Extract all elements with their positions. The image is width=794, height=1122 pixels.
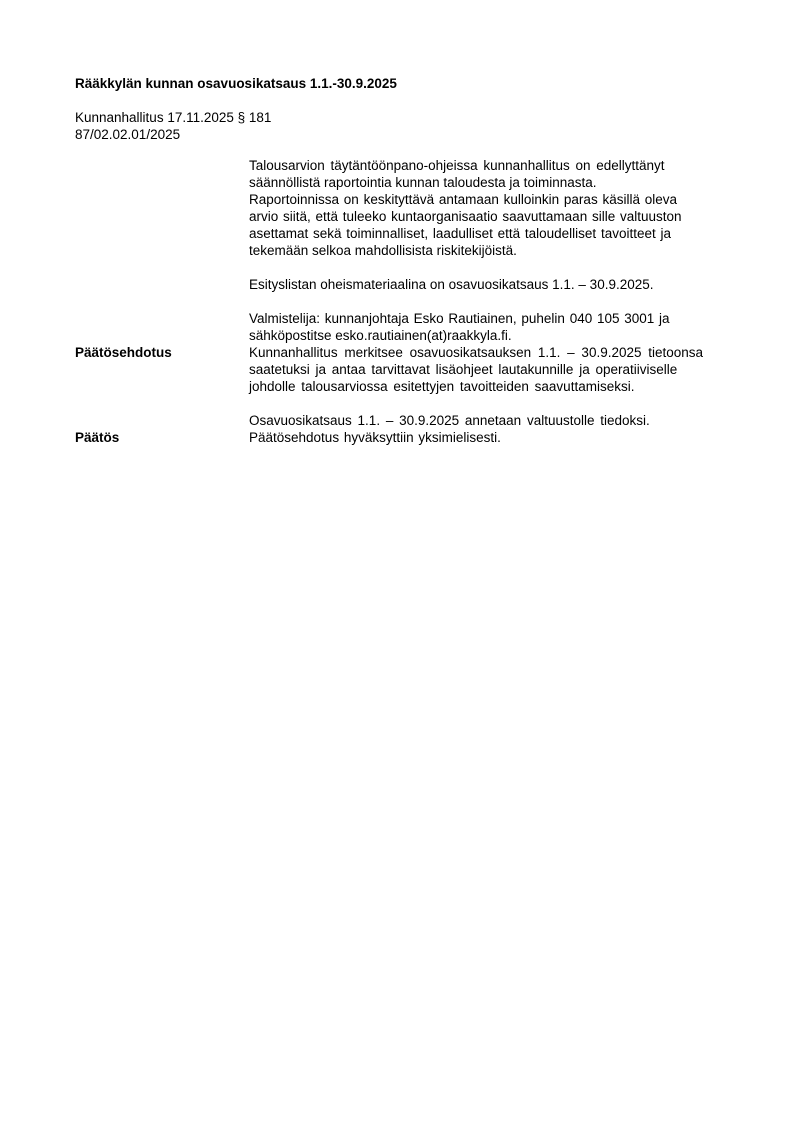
proposal-line: Kunnanhallitus merkitsee osavuosikatsauksen 1.1. – 30.9.2025 tietoonsa <box>249 345 704 360</box>
proposal-label: Päätösehdotus <box>75 345 172 360</box>
attachment-note-paragraph <box>249 276 738 293</box>
proposal-content-column <box>249 344 738 429</box>
body-section <box>75 157 738 344</box>
case-reference-block <box>75 109 738 143</box>
intro-paragraph <box>249 157 738 259</box>
intro-paragraph-line: asettamat sekä toiminnalliset, laadulliset että taloudelliset tavoitteet ja <box>249 226 671 241</box>
decision-label: Päätös <box>75 430 120 445</box>
intro-paragraph-line: säännöllistä raportointia kunnan taloudesta ja toiminnasta. <box>249 175 597 190</box>
preparer-paragraph <box>249 310 738 344</box>
document-title: Rääkkylän kunnan osavuosikatsaus 1.1.-30.9.2025 <box>75 76 397 91</box>
proposal-section <box>75 344 738 429</box>
intro-paragraph-line: tekemään selkoa mahdollisista riskitekijöistä. <box>249 243 517 258</box>
proposal-paragraph <box>249 344 738 395</box>
intro-paragraph-line: arvio siitä, että tuleeko kuntaorganisaatio saavuttamaan sille valtuuston <box>249 209 682 224</box>
decision-section <box>75 429 738 446</box>
proposal-extra-paragraph <box>249 412 738 429</box>
preparer-line: Valmistelija: kunnanjohtaja Esko Rautiainen, puhelin 040 105 3001 ja <box>249 311 670 326</box>
decision-text: Päätösehdotus hyväksyttiin yksimielisesti. <box>249 430 501 445</box>
proposal-line: johdolle talousarviossa esitettyjen tavoitteiden saavuttamiseksi. <box>249 379 635 394</box>
intro-paragraph-line: Talousarvion täytäntöönpano-ohjeissa kunnanhallitus on edellyttänyt <box>249 158 665 173</box>
proposal-line: saatetuksi ja antaa tarvittavat lisäohjeet lautakunnille ja operatiiviselle <box>249 362 678 377</box>
decision-content-column <box>249 429 738 446</box>
body-content-column <box>249 157 738 344</box>
preparer-line: sähköpostitse esko.rautiainen(at)raakkyla.fi. <box>249 328 512 343</box>
attachment-note: Esityslistan oheismateriaalina on osavuosikatsaus 1.1. – 30.9.2025. <box>249 277 654 292</box>
proposal-extra-line: Osavuosikatsaus 1.1. – 30.9.2025 annetaan valtuustolle tiedoksi. <box>249 413 650 428</box>
decision-paragraph <box>249 429 738 446</box>
intro-paragraph-line: Raportoinnissa on keskityttävä antamaan kulloinkin paras käsillä oleva <box>249 192 677 207</box>
meeting-reference-line: Kunnanhallitus 17.11.2025 § 181 <box>75 110 272 125</box>
record-number-line: 87/02.02.01/2025 <box>75 127 181 142</box>
